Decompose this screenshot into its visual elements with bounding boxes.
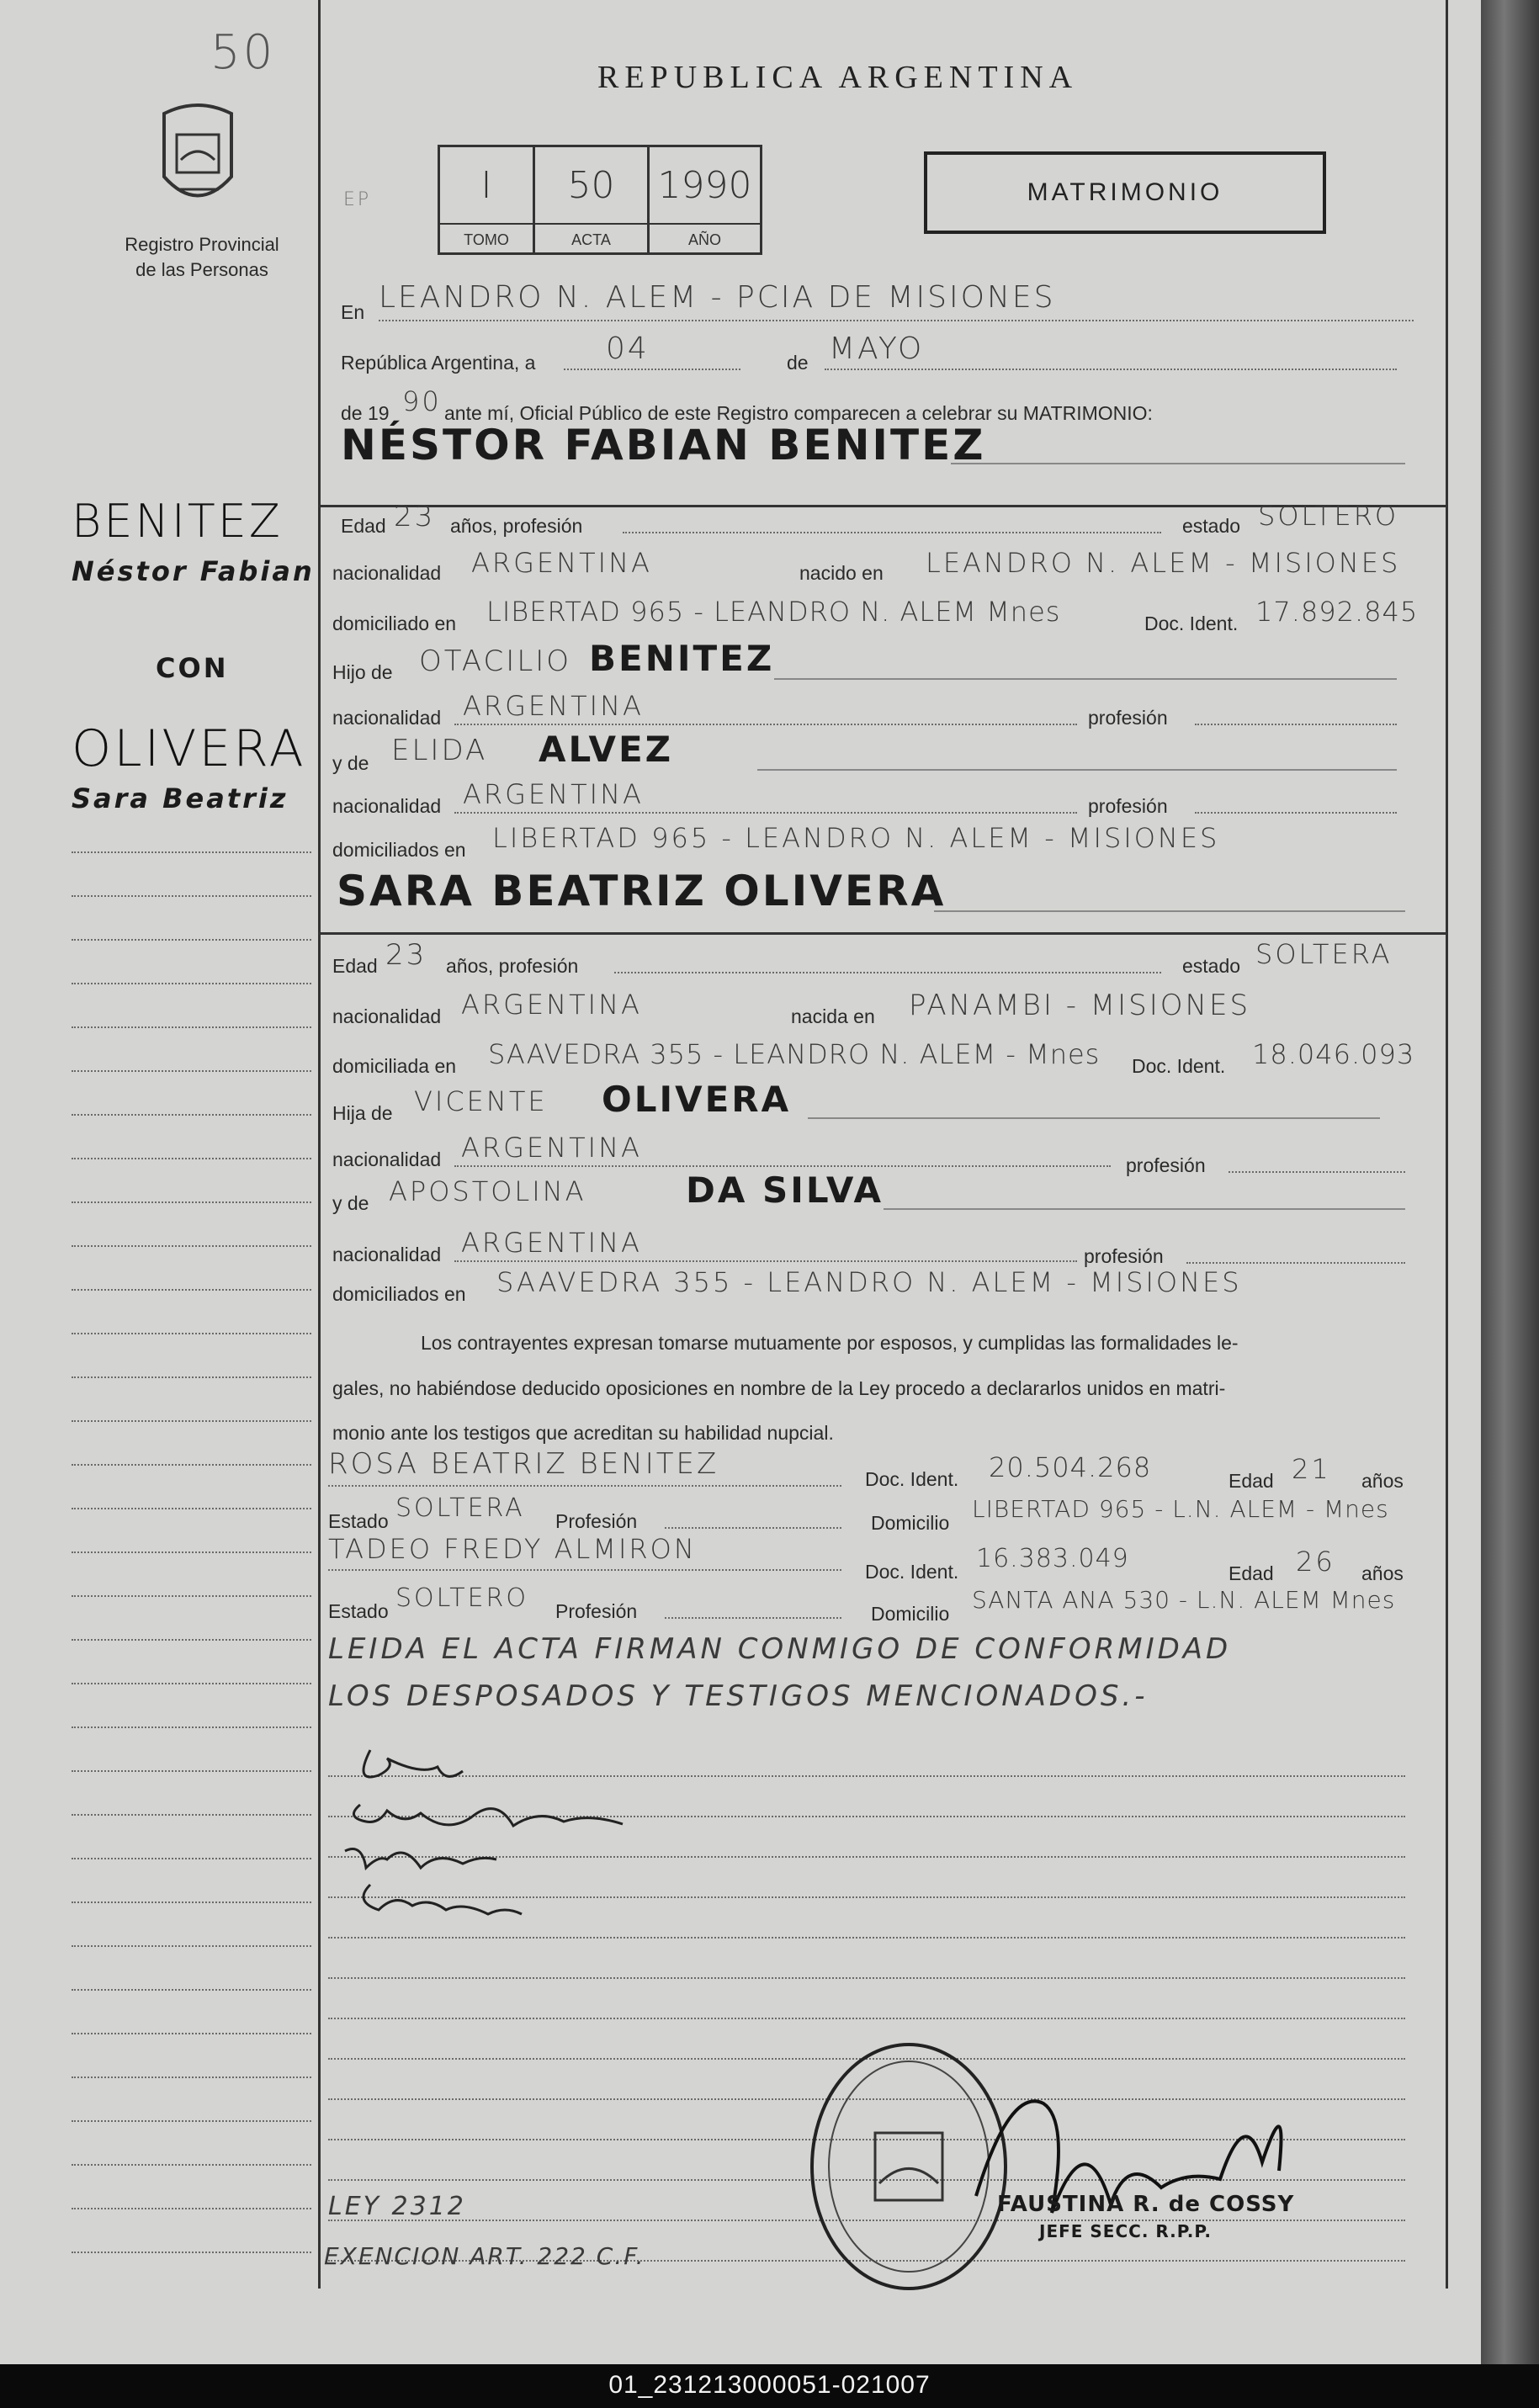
groom-parents-dom: LIBERTAD 965 - LEANDRO N. ALEM - MISIONES [492,822,1220,854]
closing-line-2: LOS DESPOSADOS Y TESTIGOS MENCIONADOS.- [328,1679,1149,1713]
witness-2-domicilio-label: Domicilio [871,1603,950,1625]
margin-ruled-line [72,1201,311,1203]
groom-edad: 23 [394,500,436,533]
margin-ruled-line [72,1420,311,1422]
margin-ruled-line [72,1551,311,1553]
margin-ruled-line [72,1683,311,1684]
bride-parents-dom-label: domiciliados en [332,1283,466,1305]
witness-1-name: ROSA BEATRIZ BENITEZ [328,1447,719,1481]
margin-ruled-line [72,1595,311,1597]
witness-2-edad: 26 [1296,1546,1335,1578]
witness-1-doc: 20.504.268 [989,1451,1152,1483]
margin-ruled-line [72,2033,311,2034]
ep-mark: EP [343,189,372,210]
ano-value: 1990 [657,164,752,207]
bride-mother-nac-label: nacionalidad [332,1244,442,1265]
registry-name: Registro Provincial [125,234,279,255]
bride-yde-label: y de [332,1192,369,1214]
witness-2-doc: 16.383.049 [976,1544,1129,1573]
margin-rule [318,0,321,2289]
margin-ruled-line [72,1376,311,1378]
year-suffix: 90 [402,385,442,417]
closing-line-1: LEIDA EL ACTA FIRMAN CONMIGO DE CONFORMIDAD [328,1632,1232,1666]
footnote-exencion: EXENCION ART. 222 C.F. [324,2242,645,2270]
official-signature-icon [968,2053,1321,2246]
bride-mother-first: APOSTOLINA [389,1175,586,1207]
groom-dom-label: domiciliado en [332,613,457,634]
witness-2-anos: años [1361,1562,1404,1584]
bride-dom: SAAVEDRA 355 - LEANDRO N. ALEM - Mnes [488,1038,1101,1070]
groom-father-prof-label: profesión [1088,707,1168,729]
margin-ruled-line [72,1289,311,1291]
groom-dom: LIBERTAD 965 - LEANDRO N. ALEM Mnes [486,596,1061,628]
witness-1-estado-label: Estado [328,1510,389,1532]
groom-estado-label: estado [1182,515,1241,537]
margin-ruled-line [72,1945,311,1947]
bride-dom-label: domiciliada en [332,1055,457,1077]
margin-ruled-line [72,851,311,853]
witness-2-estado-label: Estado [328,1600,389,1622]
margin-ruled-line [72,1726,311,1728]
groom-father-nac-label: nacionalidad [332,707,442,729]
tomo-label: TOMO [464,231,509,248]
bride-estado-label: estado [1182,955,1241,977]
bride-edad: 23 [385,938,427,972]
registry-name-2: de las Personas [135,259,268,280]
country-title: REPUBLICA ARGENTINA [597,60,1079,95]
body-line-2: gales, no habiéndose deducido oposiciones en nombre de la Ley procedo a declararlos unidos en matri- [332,1377,1226,1399]
de-label: de [787,352,809,374]
groom-mother-first: ELIDA [391,734,488,767]
groom-father-first: OTACILIO [419,644,572,678]
witness-1-anos: años [1361,1470,1404,1492]
groom-father-nac: ARGENTINA [463,690,644,722]
margin-ruled-line [72,2120,311,2122]
margin-ruled-line [72,1508,311,1509]
witness-2-name: TADEO FREDY ALMIRON [328,1533,697,1565]
bride-mother-prof-label: profesión [1084,1245,1164,1267]
margin-groom-names: Néstor Fabian [72,555,315,587]
margin-ruled-line [72,1989,311,1991]
body-line-3: monio ante los testigos que acreditan su habilidad nupcial. [332,1422,834,1444]
place-value: LEANDRO N. ALEM - PCIA DE MISIONES [379,280,1056,315]
page-edge [1481,0,1539,2364]
bride-edad-label: Edad [332,955,378,977]
witness-2-domicilio: SANTA ANA 530 - L.N. ALEM Mnes [972,1586,1396,1614]
bride-doc: 18.046.093 [1252,1038,1415,1070]
margin-ruled-line [72,1464,311,1466]
body-ruled-line [328,2018,1405,2019]
witness-2-estado: SOLTERO [395,1583,528,1613]
witness-1-estado: SOLTERA [395,1493,525,1523]
margin-ruled-line [72,1901,311,1903]
groom-nacido: LEANDRO N. ALEM - MISIONES [926,547,1401,579]
official-name: FAUSTINA R. de COSSY [997,2192,1295,2217]
margin-ruled-line [72,1114,311,1116]
margin-ruled-line [72,1770,311,1772]
footnote-ley: LEY 2312 [328,2192,466,2221]
witness-1-domicilio: LIBERTAD 965 - L.N. ALEM - Mnes [972,1495,1389,1523]
witness-1-doc-label: Doc. Ident. [865,1468,959,1490]
margin-bride-names: Sara Beatriz [72,782,289,814]
page-number: 50 [210,25,276,80]
margin-ruled-line [72,1026,311,1028]
margin-ruled-line [72,1639,311,1641]
margin-ruled-line [72,2252,311,2253]
official-role: JEFE SECC. R.P.P. [1039,2221,1212,2241]
rep-label: República Argentina, a [341,352,536,374]
margin-ruled-line [72,1070,311,1072]
margin-ruled-line [72,895,311,897]
bride-estado: SOLTERA [1255,938,1393,970]
margin-ruled-line [72,1333,311,1334]
groom-mother-nac-label: nacionalidad [332,795,442,817]
acta-label: ACTA [571,231,611,248]
tomo-acta-box [438,145,762,255]
tomo-value: I [480,164,492,207]
witness-1-domicilio-label: Domicilio [871,1512,950,1534]
groom-father-last: BENITEZ [589,638,775,679]
witness-1-edad: 21 [1292,1453,1331,1485]
witness-2-edad-label: Edad [1229,1562,1274,1584]
groom-nacido-label: nacido en [799,562,884,584]
groom-anos-prof: años, profesión [450,515,583,537]
margin-groom-surname: BENITEZ [72,495,283,548]
bride-father-last: OLIVERA [602,1079,792,1120]
body-ruled-line [328,1937,1405,1939]
witness-2-doc-label: Doc. Ident. [865,1561,959,1583]
bride-parents-dom: SAAVEDRA 355 - LEANDRO N. ALEM - MISIONES [496,1266,1242,1298]
margin-bride-surname: OLIVERA [72,719,306,778]
bride-full-name: SARA BEATRIZ OLIVERA [337,867,947,915]
document-type: MATRIMONIO [924,151,1326,234]
groom-nac: ARGENTINA [471,547,652,579]
month-value: MAYO [829,331,925,366]
margin-ruled-line [72,1158,311,1159]
margin-ruled-line [72,939,311,941]
groom-full-name: NÉSTOR FABIAN BENITEZ [341,421,986,469]
day-value: 04 [606,331,650,366]
margin-con: CON [156,652,229,684]
groom-doc: 17.892.845 [1255,596,1419,628]
bride-father-nac: ARGENTINA [461,1132,642,1164]
bride-father-first: VICENTE [414,1085,548,1117]
body-line-1: Los contrayentes expresan tomarse mutuamente por esposos, y cumplidas las formalidades le- [421,1332,1239,1354]
bride-mother-last: DA SILVA [686,1170,884,1211]
bride-anos-prof: años, profesión [446,955,579,977]
margin-ruled-line [72,1858,311,1859]
bride-mother-nac: ARGENTINA [461,1227,642,1259]
ano-label: AÑO [687,231,721,248]
bride-nac: ARGENTINA [461,989,642,1021]
right-rule [1446,0,1448,2289]
bride-nacida: PANAMBI - MISIONES [909,989,1251,1022]
margin-ruled-line [72,2208,311,2209]
witness-1-edad-label: Edad [1229,1470,1274,1492]
bride-father-prof-label: profesión [1126,1154,1206,1176]
registry-seal-icon [147,97,248,215]
margin-ruled-line [72,1245,311,1247]
body-ruled-line [328,1977,1405,1979]
bride-father-nac-label: nacionalidad [332,1148,442,1170]
witness-2-prof-label: Profesión [555,1600,638,1622]
bride-separator [318,932,1446,935]
margin-ruled-line [72,2164,311,2166]
groom-mother-nac: ARGENTINA [463,778,644,810]
groom-mother-last: ALVEZ [539,729,674,770]
groom-nac-label: nacionalidad [332,562,442,584]
bride-hija-label: Hija de [332,1102,393,1124]
margin-ruled-line [72,1814,311,1816]
signature-names [320,1733,740,1935]
groom-yde-label: y de [332,752,369,774]
intro-text: ante mí, Oficial Público de este Registro comparecen a celebrar su MATRIMONIO: [444,402,1153,424]
acta-value: 50 [567,164,615,207]
groom-hijo-label: Hijo de [332,661,393,683]
bride-nacida-label: nacida en [791,1005,875,1027]
groom-estado: SOLTERO [1258,500,1399,532]
year-prefix: de 19 [341,402,390,424]
file-id: 01_231213000051-021007 [608,2371,931,2399]
margin-ruled-line [72,983,311,984]
witness-1-prof-label: Profesión [555,1510,638,1532]
margin-ruled-line [72,2077,311,2078]
bride-nac-label: nacionalidad [332,1005,442,1027]
groom-parents-dom-label: domiciliados en [332,839,466,861]
groom-mother-prof-label: profesión [1088,795,1168,817]
groom-edad-label: Edad [341,515,386,537]
groom-doc-label: Doc. Ident. [1144,613,1239,634]
en-label: En [341,301,365,323]
bride-doc-label: Doc. Ident. [1132,1055,1226,1077]
